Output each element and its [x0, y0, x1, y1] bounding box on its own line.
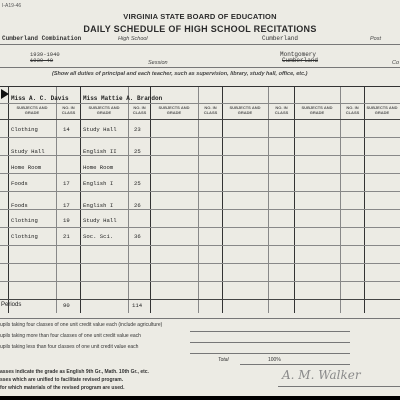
row-4-t1-subject: Home Room — [11, 164, 42, 171]
post-label: Post — [370, 36, 382, 42]
row-7-t1-subject: Foods — [11, 202, 28, 209]
row-5-t2-no: 25 — [134, 180, 141, 187]
county-label: Co — [392, 60, 400, 66]
subjects-header-6: SUBJECTS AND GRADE — [366, 105, 398, 115]
subjects-header-2: SUBJECTS AND GRADE — [88, 105, 120, 115]
row-9-t1-subject: Clothing — [11, 233, 38, 240]
row-8-t1-no: 19 — [63, 217, 70, 224]
total-value: 100% — [268, 357, 281, 363]
no-in-class-header-1: NO. IN CLASS — [61, 105, 76, 115]
no-in-class-header-4: NO. IN CLASS — [274, 105, 289, 115]
note-2: sses which are unified to facilitate revised program. — [0, 377, 124, 383]
teacher-name-2: Miss Mattie A. Brandon — [83, 95, 163, 102]
subjects-header-1: SUBJECTS AND GRADE — [16, 105, 48, 115]
footer-line-2: upils taking more than four classes of one unit credit value each — [0, 333, 141, 339]
schedule-table — [0, 86, 400, 313]
note-3: for which materials of the revised program are used. — [0, 385, 125, 391]
row-3-t2-no: 25 — [134, 148, 141, 155]
row-3-t1-subject: Study Hall — [11, 148, 45, 155]
subjects-header-5: SUBJECTS AND GRADE — [301, 105, 333, 115]
arrow-marker — [1, 89, 9, 99]
school-label: High School — [118, 36, 148, 42]
row-1-t1-no: 14 — [63, 126, 70, 133]
row-1-t1-subject: Clothing — [11, 126, 38, 133]
row-5-t1-subject: Foods — [11, 180, 28, 187]
signature: A. M. Walker — [282, 368, 361, 382]
subjects-header-4: SUBJECTS AND GRADE — [229, 105, 261, 115]
row-8-t2-subject: Study Hall — [83, 217, 117, 224]
no-in-class-header-3: NO. IN CLASS — [203, 105, 218, 115]
row-5-t1-no: 17 — [63, 180, 70, 187]
row-7-t2-no: 26 — [134, 202, 141, 209]
row-5-t2-subject: English I — [83, 180, 114, 187]
place-strike: Cumberland — [282, 57, 319, 64]
board-name: VIRGINIA STATE BOARD OF EDUCATION — [123, 12, 277, 21]
county-name: Cumberland — [262, 35, 299, 42]
periods-total-1: 90 — [63, 302, 70, 309]
instructions: (Show all duties of principal and each teacher, such as supervision, library, study hall, office, etc.) — [52, 71, 308, 77]
footer-line-3: upils taking less than four classes of one unit credit value each — [0, 344, 139, 350]
no-in-class-header-2: NO. IN CLASS — [132, 105, 147, 115]
school-name: Cumberland Combination — [2, 35, 82, 42]
subjects-header-3: SUBJECTS AND GRADE — [158, 105, 190, 115]
row-3-t2-subject: English II — [83, 148, 117, 155]
row-1-t2-no: 23 — [134, 126, 141, 133]
row-4-t2-subject: Home Room — [83, 164, 114, 171]
teacher-name-1: Miss A. C. Davis — [11, 95, 69, 102]
note-1: asses indicate the grade as English 9th Gr., Math. 10th Gr., etc. — [0, 369, 149, 375]
row-8-t1-subject: Clothing — [11, 217, 38, 224]
no-in-class-header-5: NO. IN CLASS — [345, 105, 360, 115]
total-label: Total — [218, 357, 229, 363]
form-number: I-A19-46 — [2, 3, 22, 9]
session-value-strike: 1939-40 — [30, 57, 54, 64]
row-7-t2-subject: English I — [83, 202, 114, 209]
row-9-t2-subject: Soc. Sci. — [83, 233, 114, 240]
session-value: 1939-1940 — [30, 51, 60, 58]
periods-total-2: 114 — [132, 302, 143, 309]
session-label: Session — [148, 60, 168, 66]
form-title: DAILY SCHEDULE OF HIGH SCHOOL RECITATIONS — [83, 24, 317, 34]
row-1-t2-subject: Study Hall — [83, 126, 117, 133]
footer-line-1: upils taking four classes of one unit credit value each (include agriculture) — [0, 322, 163, 328]
row-7-t1-no: 17 — [63, 202, 70, 209]
row-9-t2-no: 36 — [134, 233, 141, 240]
place: Montgomery — [280, 51, 317, 58]
row-9-t1-no: 21 — [63, 233, 70, 240]
periods-label: Periods — [1, 302, 22, 308]
